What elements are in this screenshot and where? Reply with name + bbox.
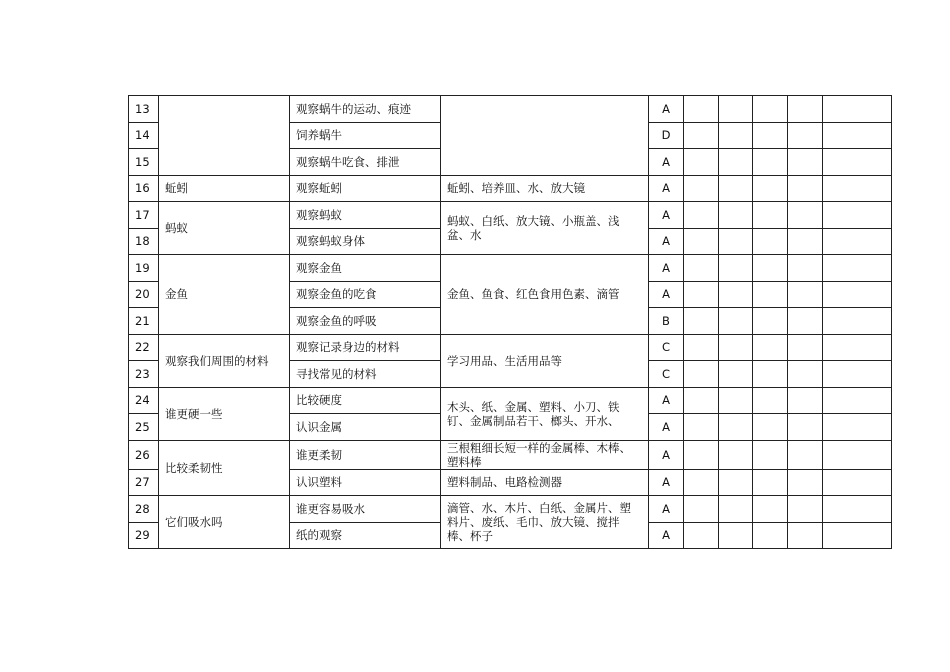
table-row [129, 496, 892, 523]
blank-cell [788, 228, 823, 255]
blank-cell [684, 522, 719, 549]
blank-cell [684, 202, 719, 229]
row-number: 13 [129, 96, 159, 123]
materials-cell: 塑料制品、电路检测器 [441, 469, 649, 496]
activity-cell: 认识塑料 [290, 469, 441, 496]
grade-cell: A [649, 496, 684, 523]
table-row [129, 334, 892, 361]
grade-cell: A [649, 175, 684, 202]
blank-cell [823, 334, 892, 361]
blank-cell [753, 469, 788, 496]
blank-cell [753, 440, 788, 469]
blank-cell [823, 96, 892, 123]
row-number: 25 [129, 414, 159, 441]
blank-cell [788, 414, 823, 441]
blank-cell [753, 522, 788, 549]
blank-cell [753, 334, 788, 361]
blank-cell [753, 308, 788, 335]
materials-cell: 三根粗细长短一样的金属棒、木棒、塑料棒 [441, 440, 649, 469]
row-number: 21 [129, 308, 159, 335]
experiment-table [128, 95, 892, 549]
blank-cell [788, 175, 823, 202]
grade-cell: A [649, 440, 684, 469]
blank-cell [719, 414, 753, 441]
blank-cell [823, 522, 892, 549]
blank-cell [753, 496, 788, 523]
activity-cell: 谁更柔韧 [290, 440, 441, 469]
blank-cell [719, 496, 753, 523]
grade-cell: A [649, 228, 684, 255]
blank-cell [684, 281, 719, 308]
blank-cell [684, 387, 719, 414]
activity-cell: 观察金鱼的呼吸 [290, 308, 441, 335]
activity-cell: 饲养蜗牛 [290, 122, 441, 149]
blank-cell [753, 175, 788, 202]
blank-cell [788, 361, 823, 388]
row-number: 27 [129, 469, 159, 496]
blank-cell [684, 414, 719, 441]
blank-cell [823, 308, 892, 335]
blank-cell [684, 334, 719, 361]
blank-cell [788, 308, 823, 335]
activity-cell: 观察蚂蚁 [290, 202, 441, 229]
blank-cell [719, 255, 753, 282]
blank-cell [823, 228, 892, 255]
blank-cell [684, 361, 719, 388]
blank-cell [753, 96, 788, 123]
unit-cell: 蚂蚁 [159, 202, 290, 255]
grade-cell: A [649, 96, 684, 123]
activity-cell: 观察蜗牛吃食、排泄 [290, 149, 441, 176]
blank-cell [719, 308, 753, 335]
blank-cell [788, 522, 823, 549]
blank-cell [684, 175, 719, 202]
blank-cell [823, 361, 892, 388]
blank-cell [684, 496, 719, 523]
table-row [129, 387, 892, 414]
blank-cell [788, 281, 823, 308]
table-row [129, 255, 892, 282]
blank-cell [823, 202, 892, 229]
blank-cell [719, 96, 753, 123]
blank-cell [753, 281, 788, 308]
activity-cell: 比较硬度 [290, 387, 441, 414]
materials-cell: 蚂蚁、白纸、放大镜、小瓶盖、浅盆、水 [441, 202, 649, 255]
grade-cell: A [649, 522, 684, 549]
blank-cell [719, 149, 753, 176]
blank-cell [788, 496, 823, 523]
materials-cell: 蚯蚓、培养皿、水、放大镜 [441, 175, 649, 202]
row-number: 18 [129, 228, 159, 255]
blank-cell [788, 202, 823, 229]
blank-cell [823, 387, 892, 414]
materials-cell: 金鱼、鱼食、红色食用色素、滴管 [441, 255, 649, 335]
blank-cell [753, 149, 788, 176]
row-number: 26 [129, 440, 159, 469]
activity-cell: 观察金鱼 [290, 255, 441, 282]
blank-cell [719, 387, 753, 414]
blank-cell [684, 308, 719, 335]
activity-cell: 观察蚂蚁身体 [290, 228, 441, 255]
blank-cell [788, 96, 823, 123]
grade-cell: A [649, 202, 684, 229]
activity-cell: 观察记录身边的材料 [290, 334, 441, 361]
row-number: 14 [129, 122, 159, 149]
blank-cell [753, 228, 788, 255]
blank-cell [684, 440, 719, 469]
grade-cell: A [649, 281, 684, 308]
blank-cell [719, 334, 753, 361]
blank-cell [823, 414, 892, 441]
blank-cell [719, 522, 753, 549]
blank-cell [719, 228, 753, 255]
blank-cell [823, 122, 892, 149]
grade-cell: A [649, 149, 684, 176]
blank-cell [823, 149, 892, 176]
blank-cell [684, 469, 719, 496]
blank-cell [788, 149, 823, 176]
unit-cell: 金鱼 [159, 255, 290, 335]
activity-cell: 观察蚯蚓 [290, 175, 441, 202]
blank-cell [788, 469, 823, 496]
grade-cell: A [649, 469, 684, 496]
activity-cell: 观察金鱼的吃食 [290, 281, 441, 308]
blank-cell [719, 122, 753, 149]
blank-cell [823, 440, 892, 469]
row-number: 22 [129, 334, 159, 361]
unit-cell: 谁更硬一些 [159, 387, 290, 440]
grade-cell: B [649, 308, 684, 335]
blank-cell [719, 361, 753, 388]
unit-cell: 比较柔韧性 [159, 440, 290, 496]
table-row [129, 440, 892, 469]
row-number: 29 [129, 522, 159, 549]
row-number: 19 [129, 255, 159, 282]
grade-cell: C [649, 361, 684, 388]
table-row [129, 175, 892, 202]
unit-cell: 观察我们周围的材料 [159, 334, 290, 387]
row-number: 15 [129, 149, 159, 176]
row-number: 28 [129, 496, 159, 523]
grade-cell: A [649, 387, 684, 414]
materials-cell: 木头、纸、金属、塑料、小刀、铁钉、金属制品若干、榔头、开水、 [441, 387, 649, 440]
blank-cell [684, 96, 719, 123]
row-number: 24 [129, 387, 159, 414]
blank-cell [684, 149, 719, 176]
blank-cell [719, 175, 753, 202]
grade-cell: A [649, 255, 684, 282]
blank-cell [823, 469, 892, 496]
materials-cell: 滴管、水、木片、白纸、金属片、塑料片、废纸、毛巾、放大镜、搅拌棒、杯子 [441, 496, 649, 549]
blank-cell [753, 387, 788, 414]
blank-cell [788, 334, 823, 361]
materials-cell: 学习用品、生活用品等 [441, 334, 649, 387]
activity-cell: 谁更容易吸水 [290, 496, 441, 523]
unit-cell: 它们吸水吗 [159, 496, 290, 549]
blank-cell [684, 122, 719, 149]
row-number: 23 [129, 361, 159, 388]
blank-cell [753, 255, 788, 282]
blank-cell [788, 255, 823, 282]
blank-cell [753, 202, 788, 229]
grade-cell: D [649, 122, 684, 149]
blank-cell [823, 255, 892, 282]
blank-cell [753, 122, 788, 149]
blank-cell [823, 496, 892, 523]
blank-cell [719, 469, 753, 496]
activity-cell: 纸的观察 [290, 522, 441, 549]
activity-cell: 观察蜗牛的运动、痕迹 [290, 96, 441, 123]
unit-cell [159, 96, 290, 176]
blank-cell [684, 255, 719, 282]
row-number: 20 [129, 281, 159, 308]
blank-cell [788, 440, 823, 469]
row-number: 17 [129, 202, 159, 229]
table-row [129, 96, 892, 123]
blank-cell [753, 361, 788, 388]
blank-cell [823, 175, 892, 202]
blank-cell [788, 122, 823, 149]
blank-cell [719, 202, 753, 229]
blank-cell [788, 387, 823, 414]
grade-cell: C [649, 334, 684, 361]
row-number: 16 [129, 175, 159, 202]
blank-cell [719, 440, 753, 469]
blank-cell [719, 281, 753, 308]
blank-cell [753, 414, 788, 441]
blank-cell [684, 228, 719, 255]
materials-cell [441, 96, 649, 176]
grade-cell: A [649, 414, 684, 441]
activity-cell: 认识金属 [290, 414, 441, 441]
unit-cell: 蚯蚓 [159, 175, 290, 202]
activity-cell: 寻找常见的材料 [290, 361, 441, 388]
table-row [129, 202, 892, 229]
blank-cell [823, 281, 892, 308]
